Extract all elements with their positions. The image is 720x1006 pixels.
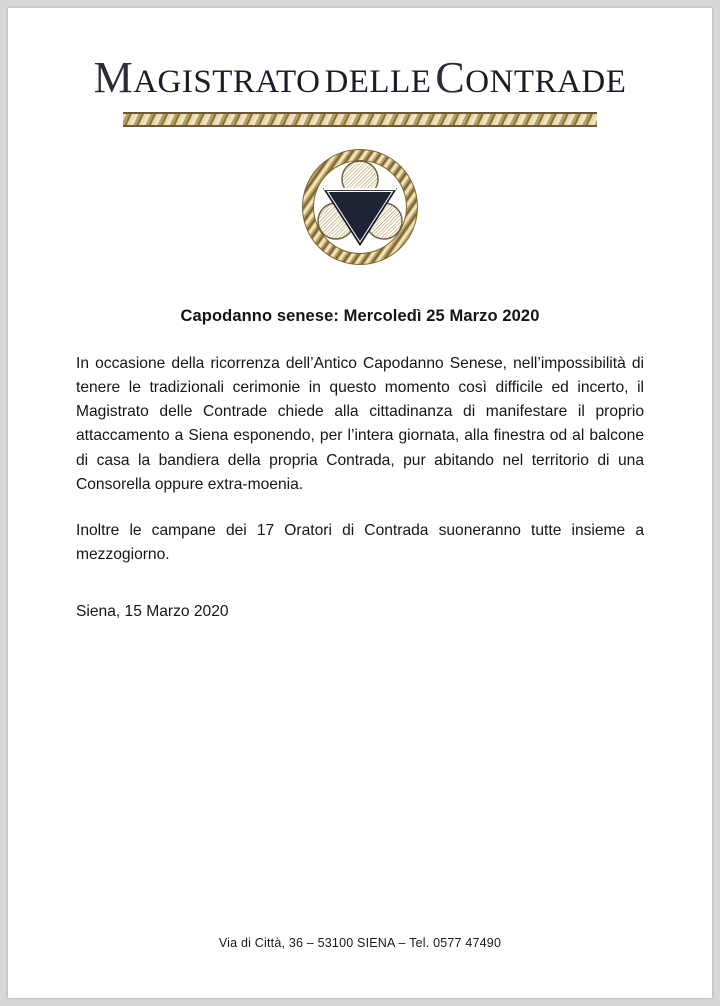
masthead-word-3-rest: ONTRADE xyxy=(465,64,627,100)
place-and-date: Siena, 15 Marzo 2020 xyxy=(76,603,229,621)
masthead-title xyxy=(92,53,629,102)
footer-address: Via di Città, 36 – 53100 SIENA – Tel. 0577 47490 xyxy=(218,936,502,950)
page-title: Capodanno senese: Mercoledì 25 Marzo 2020 xyxy=(180,307,540,325)
masthead-word-3 xyxy=(435,53,627,102)
masthead-word-1 xyxy=(93,53,321,102)
masthead-word-1-rest: AGISTRATO xyxy=(133,64,321,100)
paragraph-2: Inoltre le campane dei 17 Oratori di Contrada suoneranno tutte insieme a mezzogiorno. xyxy=(76,521,644,564)
rope-divider xyxy=(123,112,597,127)
document-page xyxy=(8,8,712,998)
magistrato-delle-contrade-emblem xyxy=(294,141,426,273)
masthead-word-2 xyxy=(324,65,431,99)
dropcap-m: M xyxy=(93,53,134,102)
document-body xyxy=(76,307,644,621)
masthead-word-2-rest: DELLE xyxy=(324,64,432,100)
dropcap-c: C xyxy=(435,53,466,102)
paragraph-1: In occasione della ricorrenza dell’Antico Capodanno Senese, nell’impossibilità di tenere le tradizionali cerimonie in questo momento così difficile ed incerto, il Magistrato delle Contrade chiede alla cittadinanza di manifestare il proprio attaccamento a Siena esponendo, per l’intera giornata, alla finestra od al balcone di casa la bandiera della propria Contrada, pur abitando nel territorio di una Consorella oppure extra-moenia. xyxy=(76,355,644,493)
letterhead xyxy=(8,8,712,273)
